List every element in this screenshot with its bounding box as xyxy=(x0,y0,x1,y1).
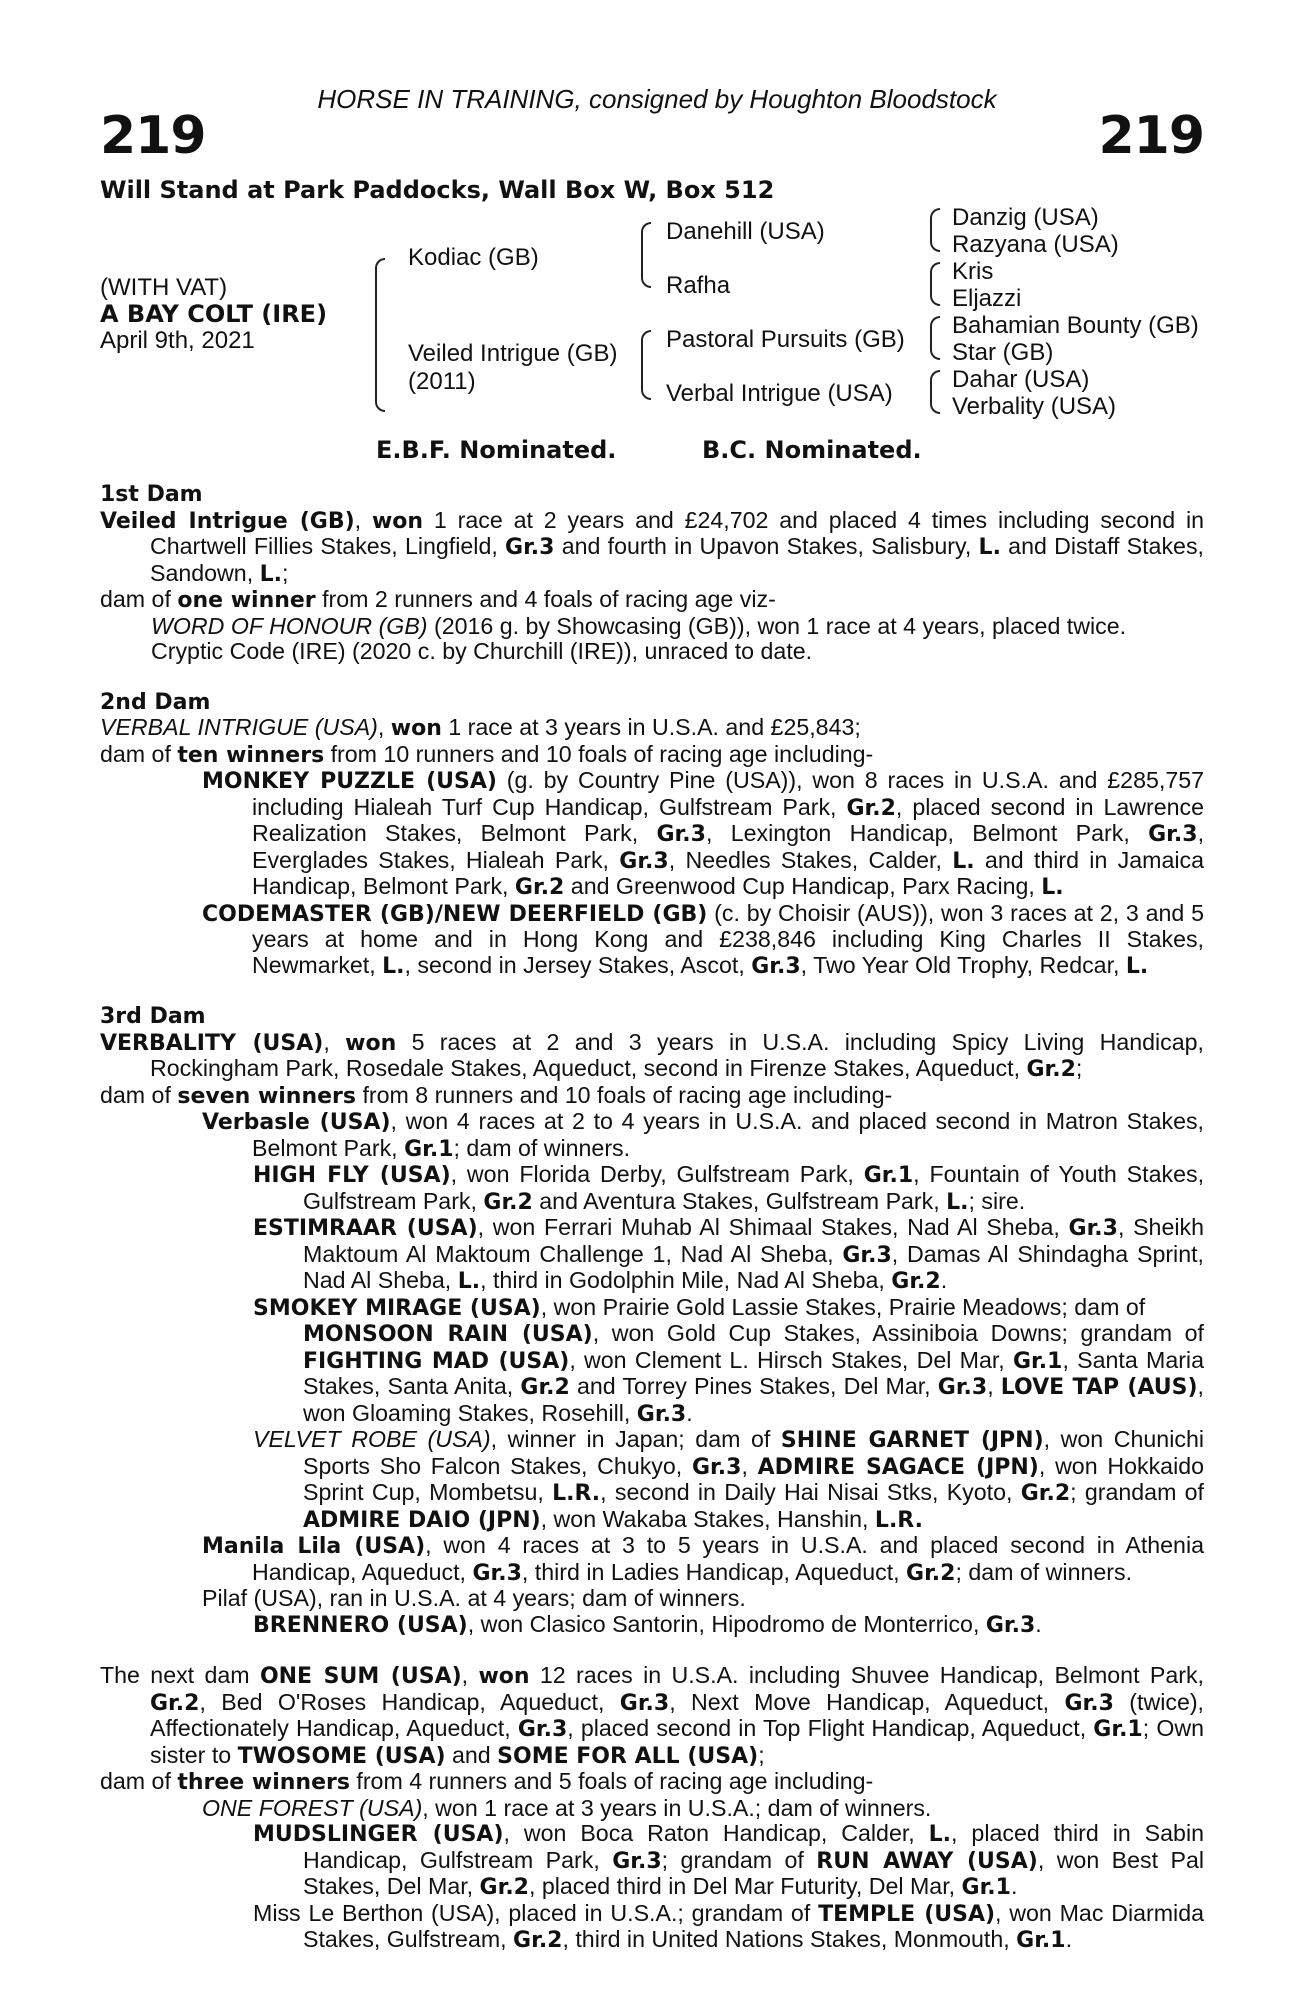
pedigree-dss: Bahamian Bounty (GB) xyxy=(952,312,1199,339)
second-dam-heading: 2nd Dam xyxy=(100,689,211,715)
next-dam-grandproduce-miss-le-berthon: Miss Le Berthon (USA), placed in U.S.A.; grandam of TEMPLE (USA), won Mac Diarmida Stakes, Gulfstream, Gr.2, third in United Nations Stakes, Monmouth, Gr.1. xyxy=(253,1899,1204,1953)
foaling-date: April 9th, 2021 xyxy=(100,327,255,354)
first-dam-produce-2: Cryptic Code (IRE) (2020 c. by Churchill (IRE)), unraced to date. xyxy=(151,638,813,664)
third-dam-grandproduce-high-fly: HIGH FLY (USA), won Florida Derby, Gulfstream Park, Gr.1, Fountain of Youth Stakes, Gulfstream Park, Gr.2 and Aventura Stakes, Gulfstream Park, L.; sire. xyxy=(253,1161,1205,1215)
second-dam-produce-2: CODEMASTER (GB)/NEW DEERFIELD (GB) (c. by Choisir (AUS)), won 3 races at 2, 3 and 5 years at home and in Hong Kong and £238,846 including King Charles II Stakes, Newmarket, L., second in Jersey Stakes, Ascot, Gr.3, Two Year Old Trophy, Redcar, L. xyxy=(202,899,1204,979)
pedigree-bracket-1 xyxy=(375,258,385,412)
catalogue-body xyxy=(100,482,1204,1954)
next-dam-produce-summary: dam of three winners from 4 runners and 5 foals of racing age including- xyxy=(100,1768,874,1795)
pedigree-sdd: Eljazzi xyxy=(952,285,1022,312)
third-dam-grandproduce-velvet-robe: VELVET ROBE (USA), winner in Japan; dam of SHINE GARNET (JPN), won Chunichi Sports Sho Falcon Stakes, Chukyo, Gr.3, ADMIRE SAGACE (JPN), won Hokkaido Sprint Cup, Mombetsu, L.R., second in Daily Hai Nisai Stks, Kyoto, Gr.2; grandam of ADMIRE DAIO (JPN), won Wakaba Stakes, Hanshin, L.R. xyxy=(253,1426,1205,1533)
next-dam-record: The next dam ONE SUM (USA), won 12 races in U.S.A. including Shuvee Handicap, Belmont Park, Gr.2, Bed O'Roses Handicap, Aqueduct, Gr.3, Next Move Handicap, Aqueduct, Gr.3 (twice), Affectionately Handicap, Aqueduct, Gr.3, placed second in Top Flight Handicap, Aqueduct, Gr.1; Own sister to TWOSOME (USA) and SOME FOR ALL (USA); xyxy=(100,1662,1205,1769)
third-dam-produce-verbasle: Verbasle (USA), won 4 races at 2 to 4 years in U.S.A. and placed second in Matron Stakes, Belmont Park, Gr.1; dam of winners. xyxy=(202,1108,1204,1162)
pedigree-bracket-4 xyxy=(930,208,940,252)
pedigree-dsd: Star (GB) xyxy=(952,339,1054,366)
third-dam-grandproduce-estimraar: ESTIMRAAR (USA), won Ferrari Muhab Al Shimaal Stakes, Nad Al Sheba, Gr.3, Sheikh Maktoum Al Maktoum Challenge 1, Nad Al Sheba, Gr.3, Damas Al Shindagha Sprint, Nad Al Sheba, L., third in Godolphin Mile, Nad Al Sheba, Gr.2. xyxy=(253,1214,1204,1294)
bc-nomination: B.C. Nominated. xyxy=(702,436,922,464)
first-dam-heading: 1st Dam xyxy=(100,482,203,507)
pedigree-dam-sire: Pastoral Pursuits (GB) xyxy=(666,326,905,353)
first-dam-record: Veiled Intrigue (GB), won 1 race at 2 years and £24,702 and placed 4 times including second in Chartwell Fillies Stakes, Lingfield, Gr.3 and fourth in Upavon Stakes, Salisbury, L. and Distaff Stakes, Sandown, L.; xyxy=(100,506,1204,587)
first-dam-produce-summary: dam of one winner from 2 runners and 4 foals of racing age viz- xyxy=(100,586,776,613)
third-dam-heading: 3rd Dam xyxy=(100,1004,206,1029)
pedigree-sire: Kodiac (GB) xyxy=(408,244,539,271)
pedigree-dam-dam: Verbal Intrigue (USA) xyxy=(666,380,893,407)
pedigree-ddd: Verbality (USA) xyxy=(952,393,1117,420)
second-dam-produce-summary: dam of ten winners from 10 runners and 10 foals of racing age including- xyxy=(100,740,874,768)
pedigree-sire-sire: Danehill (USA) xyxy=(666,218,825,245)
pedigree-ssd: Razyana (USA) xyxy=(952,231,1119,258)
next-dam-produce-one-forest: ONE FOREST (USA), won 1 race at 3 years in U.S.A.; dam of winners. xyxy=(202,1794,932,1821)
third-dam-produce-summary: dam of seven winners from 8 runners and 10 foals of racing age including- xyxy=(100,1081,893,1109)
stand-location: Will Stand at Park Paddocks, Wall Box W, Box 512 xyxy=(100,176,775,204)
pedigree-dam-year: (2011) xyxy=(408,368,476,395)
third-dam-record: VERBALITY (USA), won 5 races at 2 and 3 years in U.S.A. including Spicy Living Handicap, Rockingham Park, Rosedale Stakes, Aqueduct, second in Firenze Stakes, Aqueduct, Gr.2; xyxy=(100,1028,1205,1082)
pedigree-bracket-7 xyxy=(930,370,940,414)
ebf-nomination: E.B.F. Nominated. xyxy=(376,436,617,464)
pedigree-dam: Veiled Intrigue (GB) xyxy=(408,340,618,367)
second-dam-produce-1: MONKEY PUZZLE (USA) (g. by Country Pine (USA)), won 8 races in U.S.A. and £285,757 including Hialeah Turf Cup Handicap, Gulfstream Park, Gr.2, placed second in Lawrence Realization Stakes, Belmont Park, Gr.3, Lexington Handicap, Belmont Park, Gr.3, Everglades Stakes, Hialeah Park, Gr.3, Needles Stakes, Calder, L. and third in Jamaica Handicap, Belmont Park, Gr.2 and Greenwood Cup Handicap, Parx Racing, L. xyxy=(202,767,1205,900)
pedigree-bracket-3 xyxy=(641,330,651,400)
lot-name: A BAY COLT (IRE) xyxy=(100,300,328,328)
pedigree-dds: Dahar (USA) xyxy=(952,366,1090,393)
lot-number-left: 219 xyxy=(100,106,206,166)
third-dam-grandproduce-brennero: BRENNERO (USA), won Clasico Santorin, Hipodromo de Monterrico, Gr.3. xyxy=(253,1610,1042,1638)
lot-number-right: 219 xyxy=(1098,106,1204,166)
pedigree-bracket-2 xyxy=(641,222,651,288)
vat-note: (WITH VAT) xyxy=(100,274,228,301)
first-dam-produce-1: WORD OF HONOUR (GB) (2016 g. by Showcasing (GB)), won 1 race at 4 years, placed twice. xyxy=(151,612,1127,639)
pedigree-bracket-5 xyxy=(930,262,940,306)
pedigree-sire-dam: Rafha xyxy=(666,272,731,299)
third-dam-produce-manila-lila: Manila Lila (USA), won 4 races at 3 to 5 years in U.S.A. and placed second in Athenia Handicap, Aqueduct, Gr.3, third in Ladies Handicap, Aqueduct, Gr.2; dam of winners. xyxy=(202,1532,1205,1586)
pedigree-bracket-6 xyxy=(930,316,940,360)
next-dam-grandproduce-mudslinger: MUDSLINGER (USA), won Boca Raton Handicap, Calder, L., placed third in Sabin Handicap, Gulfstream Park, Gr.3; grandam of RUN AWAY (USA), won Best Pal Stakes, Del Mar, Gr.2, placed third in Del Mar Futurity, Del Mar, Gr.1. xyxy=(253,1820,1205,1900)
third-dam-produce-pilaf: Pilaf (USA), ran in U.S.A. at 4 years; dam of winners. xyxy=(202,1585,746,1611)
second-dam-record: VERBAL INTRIGUE (USA), won 1 race at 3 years in U.S.A. and £25,843; xyxy=(100,714,861,741)
pedigree-sds: Kris xyxy=(952,258,994,285)
pedigree-sss: Danzig (USA) xyxy=(952,204,1099,231)
third-dam-grandproduce-smokey-mirage: SMOKEY MIRAGE (USA), won Prairie Gold Lassie Stakes, Prairie Meadows; dam of MONSOON RAIN (USA), won Gold Cup Stakes, Assiniboia Downs; grandam of FIGHTING MAD (USA), won Clement L. Hirsch Stakes, Del Mar, Gr.1, Santa Maria Stakes, Santa Anita, Gr.2 and Torrey Pines Stakes, Del Mar, Gr.3, LOVE TAP (AUS), won Gloaming Stakes, Rosehill, Gr.3. xyxy=(253,1293,1204,1427)
consignment-header: HORSE IN TRAINING, consigned by Houghton Bloodstock xyxy=(317,84,997,114)
